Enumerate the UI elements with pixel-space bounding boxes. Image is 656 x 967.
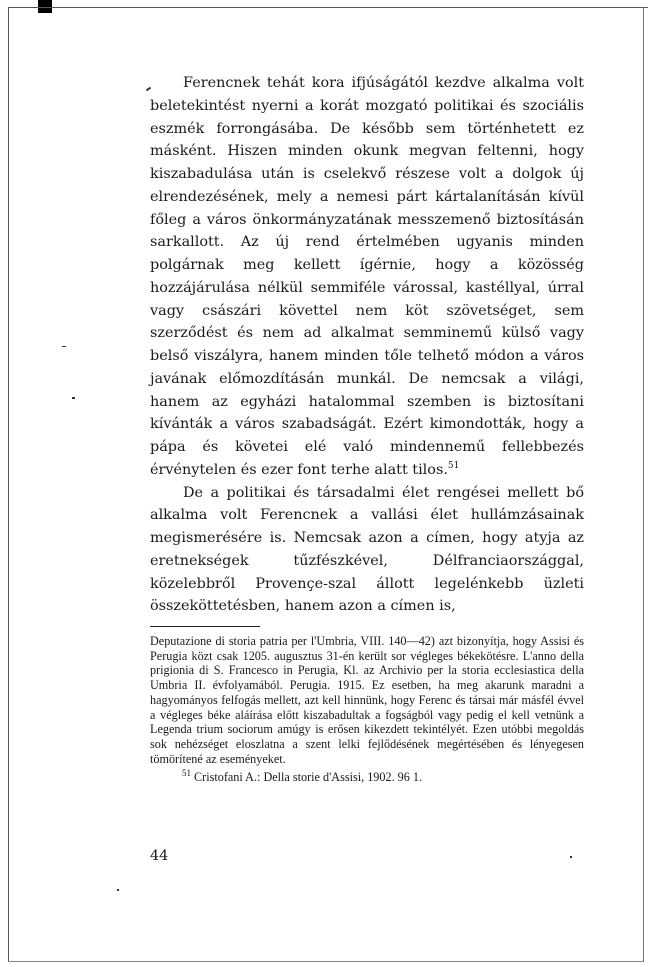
scan-speck	[62, 346, 66, 347]
page-edge-right	[643, 7, 644, 962]
footnote-separator	[150, 626, 260, 627]
paragraph	[150, 72, 584, 482]
paragraph	[150, 482, 584, 619]
footnote-text: Cristofani A.: Della storie d'Assisi, 1902. 96 1.	[194, 770, 423, 785]
footnote-51	[150, 770, 584, 785]
scan-speck	[72, 397, 75, 399]
page-edge-left	[8, 7, 9, 962]
scan-speck	[570, 856, 572, 858]
paragraph-text: Ferencnek tehát kora ifjúságától kezdve alkalma volt beletekintést nyerni a korát mozgató politikai és szociális eszmék forrongásába. De később sem történhetett ez másként. Hiszen minden okunk megvan feltenni, hogy kiszabadulása után is cselekvő részese volt a dolgok új elrendezésének, mely a nemesi párt kártalanításán kívül főleg a város önkormányzatának messzemenő biztosításán sarkallott. Az új rend értelmében ugyanis minden polgárnak meg kellett ígérnie, hogy a közösség hozzájárulása nélkül semmiféle várossal, kastéllyal, úrral vagy császári követtel nem köt szövetséget, sem szerződést és nem ad alkalmat semminemű külső vagy belső viszályra, hanem minden tőle telhető módon a város javának előmozdításán munkál. De nemcsak a világi, hanem az egyházi hatalommal szemben is biztosítani kívánták a város szabadságát. Ezért kimondották, hogy a pápa és követei elé való mindennemű fellebbezés érvénytelen és ezer font terhe alatt tilos.	[150, 75, 584, 478]
footnotes	[150, 634, 584, 785]
page-number: 44	[150, 848, 169, 864]
footnote-reference: 51	[447, 460, 460, 471]
scan-speck	[117, 889, 119, 891]
footnote-number: 51	[182, 768, 191, 779]
body-text	[150, 72, 584, 618]
footnote-continuation: Deputazione di storia patria per l'Umbria, VIII. 140—42) azt bizonyítja, hogy Assisi és Perugia közt csak 1205. augusztus 31-én került sor végleges békekötésre. L'anno della prigionia di S. Francesco in Perugia, Kl. az Archivio per la storia ecclesiastica della Umbria II. évfolyamából. Perugia. 1915. Ez esetben, ha meg akarunk maradni a hagyományos felfogás mellett, azt kell hinnünk, hogy Ferenc és társai már másfél évvel a végleges béke aláírása előtt kiszabadultak a fogságból vagy pedig el kell vetnünk a Legenda trium sociorum amúgy is erősen kikezdett tekintélyét. Ezen utóbbi megoldás sok nehézséget eloszlatna a szent lelki fejlődésének megértésében és lényegesen tömörítené az eseményeket.	[150, 634, 584, 766]
paragraph-text: De a politikai és társadalmi élet rengései mellett bő alkalma volt Ferencnek a vallási élet hullámzásainak megismerésére is. Nemcsak azon a címen, hogy atyja az eretnekségek tűzfészkével, Délfranciaországgal, közelebbről Provençe-szal állott legelénkebb üzleti összeköttetésben, hanem azon a címen is,	[150, 484, 584, 615]
page-edge-bottom	[8, 961, 644, 962]
page-edge-top	[8, 7, 648, 8]
